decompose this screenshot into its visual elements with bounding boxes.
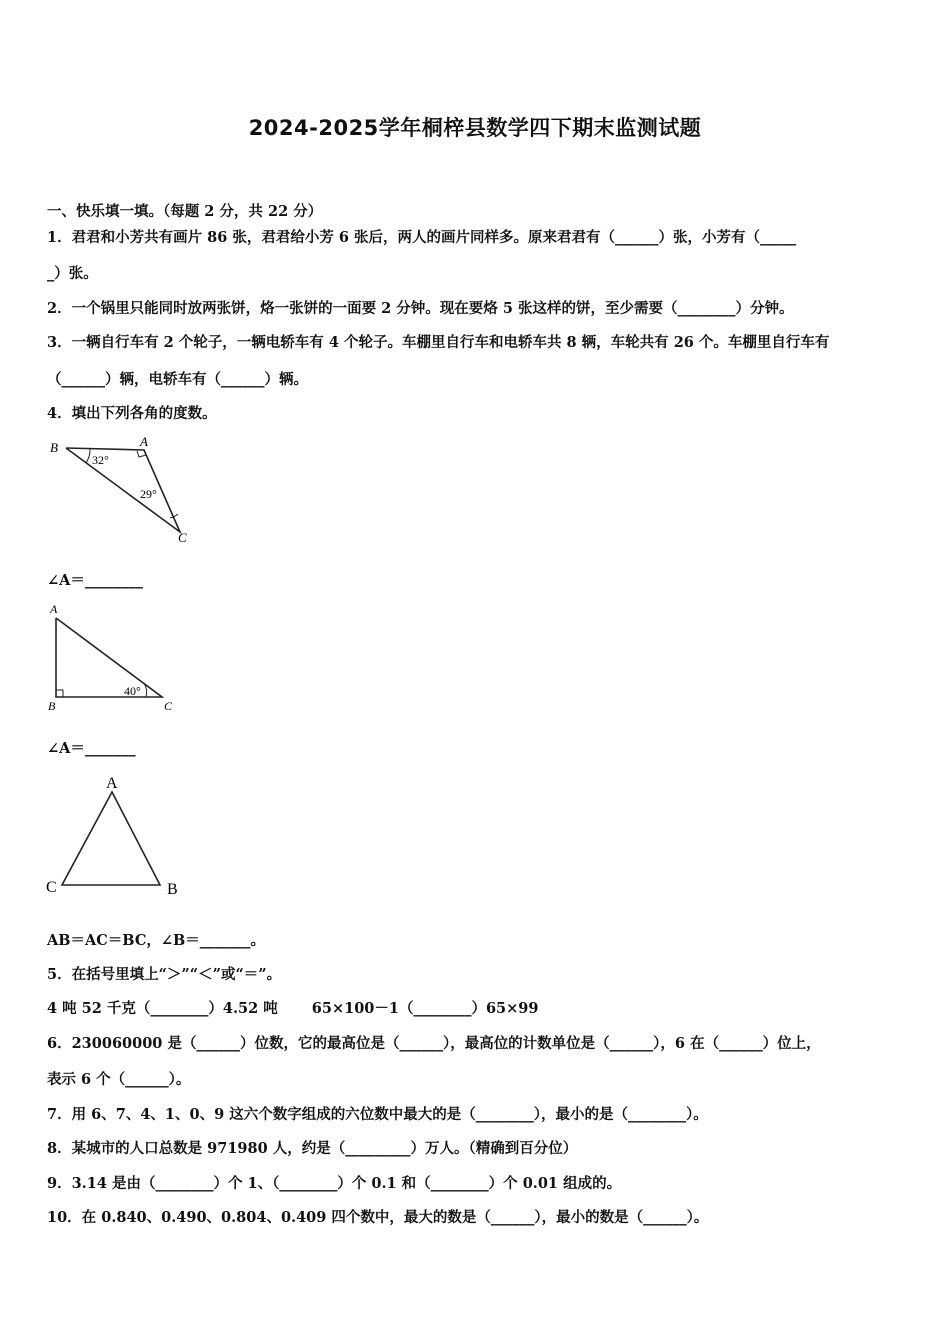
answer-angle-a-2: ∠A＝_______ — [47, 740, 136, 757]
triangle-figure-3 — [40, 770, 190, 900]
triangle-3-label-c: C — [46, 879, 57, 896]
question-4-prompt: 4．填出下列各角的度数。 — [47, 405, 217, 422]
triangle-2-label-b: B — [48, 699, 56, 713]
question-7: 7．用 6、7、4、1、0、9 这六个数字组成的六位数中最大的是（________），最小的是（________）。 — [47, 1106, 708, 1123]
triangle-2-label-c: C — [164, 699, 173, 713]
triangle-3-label-a: A — [106, 775, 118, 792]
triangle-1-label-b: B — [50, 440, 58, 455]
page-title: 2024-2025学年桐梓县数学四下期末监测试题 — [248, 116, 702, 140]
question-5-part-1: 4 吨 52 千克（________）4.52 吨 — [47, 1000, 278, 1017]
question-2: 2．一个锅里只能同时放两张饼，烙一张饼的一面要 2 分钟。现在要烙 5 张这样的饼，至少需要（________）分钟。 — [47, 300, 794, 317]
triangle-1-angle-b-arc — [86, 449, 90, 463]
answer-angle-a-1: ∠A＝________ — [47, 572, 143, 589]
answer-angle-b-3: AB＝AC＝BC，∠B＝_______。 — [47, 932, 266, 949]
question-6-line-1: 6．230060000 是（______）位数，它的最高位是（______），最高位的计数单位是（______），6 在（______）位上， — [47, 1035, 821, 1052]
question-6-line-2: 表示 6 个（______）。 — [47, 1071, 191, 1088]
question-9: 9．3.14 是由（________）个 1、（________）个 0.1 和（________）个 0.01 组成的。 — [47, 1175, 622, 1192]
triangle-2-right-angle-mark — [56, 690, 63, 697]
triangle-2-label-a: A — [50, 602, 58, 616]
triangle-2-angle-c-value: 40° — [124, 684, 141, 698]
triangle-3-label-b: B — [167, 881, 178, 898]
triangle-1-angle-b-value: 32° — [92, 453, 109, 467]
triangle-figure-1 — [40, 430, 210, 550]
section-heading: 一、快乐填一填。（每题 2 分，共 22 分） — [47, 203, 323, 220]
question-5-items — [47, 1000, 538, 1018]
question-1-line-1: 1．君君和小芳共有画片 86 张，君君给小芳 6 张后，两人的画片同样多。原来君君有（______）张，小芳有（_____ — [47, 229, 797, 246]
question-3-line-1: 3．一辆自行车有 2 个轮子，一辆电轿车有 4 个轮子。车棚里自行车和电轿车共 8 辆，车轮共有 26 个。车棚里自行车有 — [47, 334, 830, 351]
question-3-line-2: （______）辆，电轿车有（______）辆。 — [47, 371, 308, 388]
question-5-prompt: 5．在括号里填上“＞”“＜”或“＝”。 — [47, 966, 282, 983]
triangle-figure-2 — [40, 600, 190, 715]
question-1-line-2: _）张。 — [47, 265, 98, 282]
question-8: 8．某城市的人口总数是 971980 人，约是（_________）万人。（精确到百分位） — [47, 1140, 578, 1157]
triangle-2-sides — [56, 618, 162, 697]
question-5-part-2: 65×100－1（________）65×99 — [311, 1000, 539, 1017]
question-10: 10．在 0.840、0.490、0.804、0.409 四个数中，最大的数是（______），最小的数是（______）。 — [47, 1209, 709, 1226]
triangle-1-angle-c-value: 29° — [140, 487, 157, 501]
triangle-1-label-a: A — [140, 434, 148, 449]
triangle-3-sides — [62, 792, 160, 885]
triangle-1-label-c: C — [178, 530, 187, 545]
triangle-1-sides — [66, 448, 180, 532]
